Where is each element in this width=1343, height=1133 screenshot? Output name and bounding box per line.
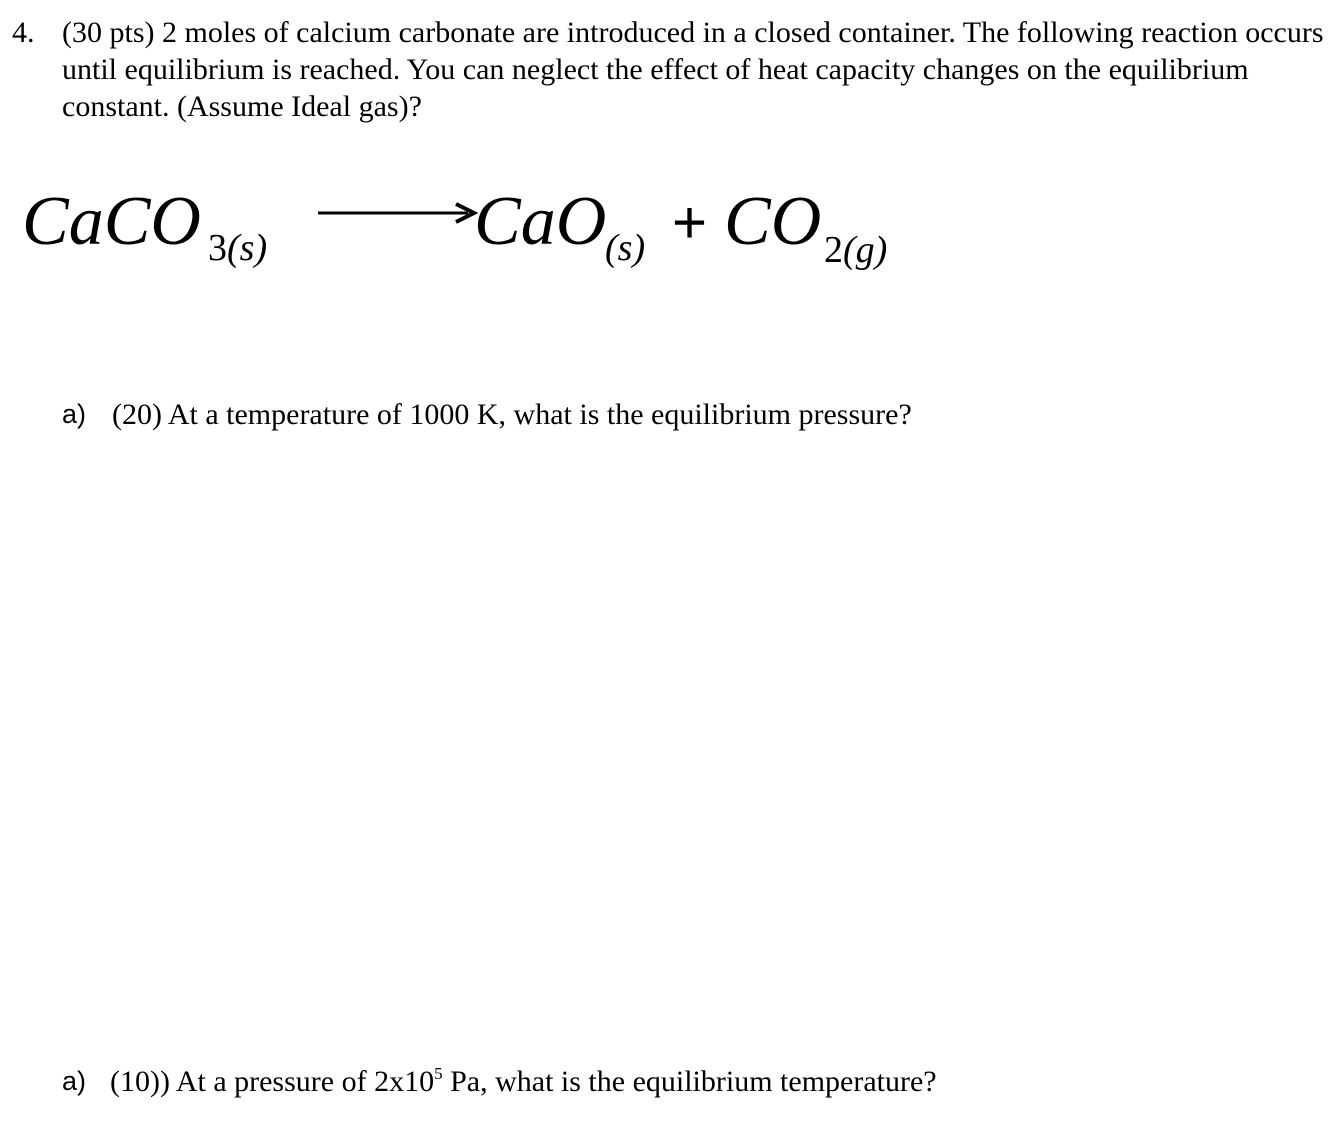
part-b-exponent: 5 — [434, 1064, 443, 1083]
part-b-label: a) — [62, 1066, 87, 1096]
problem-text: (30 pts) 2 moles of calcium carbonate are introduced in a closed container. The following reaction occurs until equilibrium is reached. You can neglect the effect of heat capacity changes on the equilibrium constant. (Assume Ideal gas)? — [62, 16, 1324, 123]
reactant-formula: CaCO — [22, 183, 201, 260]
problem-number: 4. — [12, 16, 35, 49]
product2-state: (g) — [843, 229, 888, 271]
part-b-text-after: Pa, what is the equilibrium temperature? — [442, 1065, 937, 1098]
product1-formula: CaO — [474, 183, 607, 260]
part-a — [62, 396, 1262, 436]
product2-formula: CO — [724, 183, 822, 260]
product1-state: (s) — [605, 227, 646, 269]
reactant-state: (s) — [227, 227, 268, 269]
part-b-text-before: (10)) At a pressure of 2x10 — [110, 1065, 435, 1098]
part-b — [62, 1063, 1262, 1103]
product2-subscript-number: 2 — [824, 229, 843, 271]
part-b-question — [110, 1063, 937, 1100]
reactant-subscript — [208, 228, 267, 268]
reactant-subscript-number: 3 — [208, 227, 227, 269]
part-a-label: a) — [62, 399, 87, 429]
chemical-equation — [22, 178, 1022, 288]
reaction-arrow-icon — [318, 198, 480, 228]
part-a-question: (20) At a temperature of 1000 K, what is the equilibrium pressure? — [112, 398, 912, 431]
product2-subscript — [824, 230, 887, 270]
plus-sign: + — [672, 189, 708, 256]
